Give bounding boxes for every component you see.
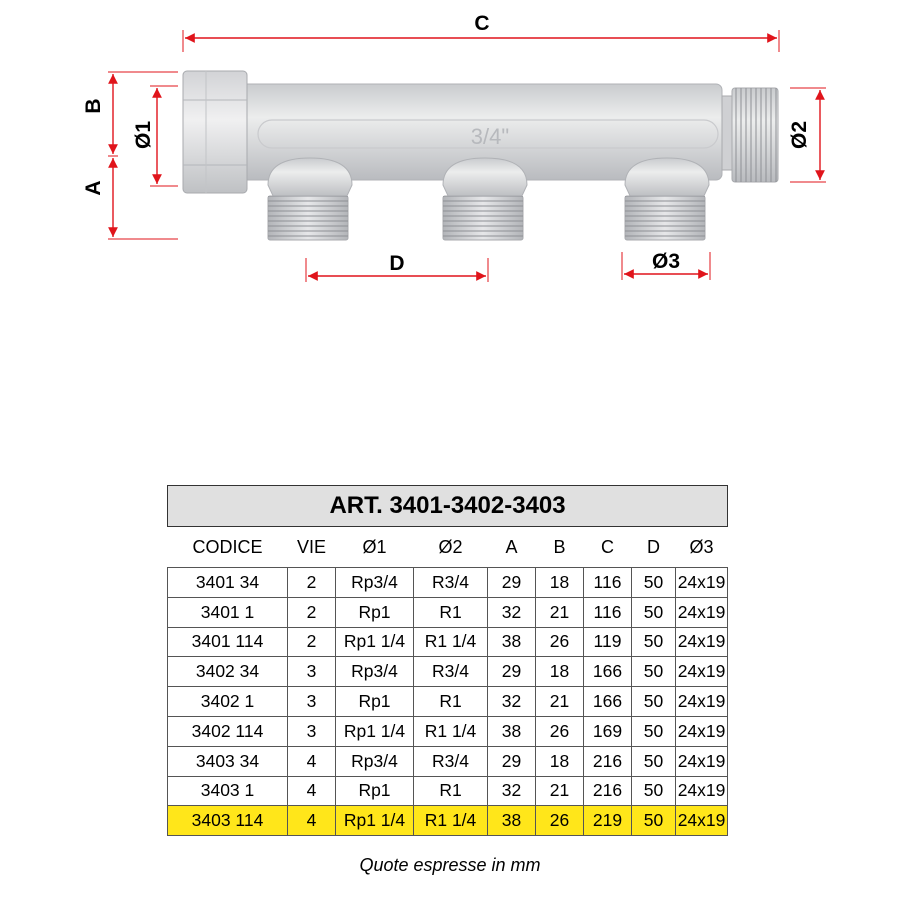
table-row xyxy=(168,568,728,598)
table-cell: R3/4 xyxy=(414,746,488,776)
table-cell: 24x19 xyxy=(676,687,728,717)
table-cell: 216 xyxy=(584,776,632,806)
table-cell: 50 xyxy=(632,627,676,657)
table-cell: R1 1/4 xyxy=(414,716,488,746)
table-row xyxy=(168,627,728,657)
dimension-b-label: B xyxy=(82,98,105,114)
table-cell: 116 xyxy=(584,568,632,598)
table-cell: 21 xyxy=(536,687,584,717)
table-cell: 3 xyxy=(288,716,336,746)
table-cell: 26 xyxy=(536,716,584,746)
table-cell: 50 xyxy=(632,746,676,776)
table-cell: R1 xyxy=(414,776,488,806)
dimension-d xyxy=(306,252,488,282)
table-cell: 3402 114 xyxy=(168,716,288,746)
dimension-c xyxy=(183,12,779,52)
table-cell: Rp1 1/4 xyxy=(336,716,414,746)
table-cell: 3402 1 xyxy=(168,687,288,717)
specification-table xyxy=(167,485,728,836)
units-note: Quote espresse in mm xyxy=(359,855,541,875)
table-cell: 18 xyxy=(536,568,584,598)
dimension-c-label: C xyxy=(474,12,490,35)
table-cell: 119 xyxy=(584,627,632,657)
column-header: B xyxy=(553,536,566,557)
table-cell: 38 xyxy=(488,627,536,657)
table-cell: 50 xyxy=(632,687,676,717)
column-header: VIE xyxy=(296,536,326,557)
table-cell: Rp1 xyxy=(336,597,414,627)
table-body xyxy=(168,568,728,836)
table-cell: 18 xyxy=(536,657,584,687)
table-cell: R3/4 xyxy=(414,657,488,687)
column-header: D xyxy=(647,536,660,557)
table-cell: 18 xyxy=(536,746,584,776)
table-cell: 3 xyxy=(288,687,336,717)
table-cell: 24x19 xyxy=(676,746,728,776)
table-cell: 3401 34 xyxy=(168,568,288,598)
dimension-d-label: D xyxy=(389,252,405,275)
table-row xyxy=(168,687,728,717)
table-cell: 50 xyxy=(632,806,676,836)
table-cell: 3401 114 xyxy=(168,627,288,657)
table-cell: 21 xyxy=(536,776,584,806)
table-cell: 24x19 xyxy=(676,627,728,657)
table-cell: 29 xyxy=(488,657,536,687)
table-row xyxy=(168,597,728,627)
table-row xyxy=(168,746,728,776)
table-cell: 169 xyxy=(584,716,632,746)
outlet-3 xyxy=(625,158,709,240)
table-cell: 24x19 xyxy=(676,657,728,687)
table-cell: 166 xyxy=(584,687,632,717)
table-row-highlighted xyxy=(168,806,728,836)
table-cell: Rp3/4 xyxy=(336,568,414,598)
column-header: Ø2 xyxy=(438,536,463,557)
column-header: A xyxy=(505,536,518,557)
table-cell: Rp1 1/4 xyxy=(336,806,414,836)
table-cell: 50 xyxy=(632,597,676,627)
table-cell: R1 1/4 xyxy=(414,806,488,836)
table-cell: 3 xyxy=(288,657,336,687)
table-cell: 50 xyxy=(632,657,676,687)
male-thread-end xyxy=(722,88,778,182)
table-cell: R1 xyxy=(414,597,488,627)
table-cell: 2 xyxy=(288,627,336,657)
table-cell: R1 xyxy=(414,687,488,717)
table-cell: 219 xyxy=(584,806,632,836)
table-cell: 2 xyxy=(288,597,336,627)
table-cell: 24x19 xyxy=(676,716,728,746)
table-cell: 32 xyxy=(488,687,536,717)
table-cell: 3403 34 xyxy=(168,746,288,776)
table-cell: 2 xyxy=(288,568,336,598)
table-cell: 3402 34 xyxy=(168,657,288,687)
table-header-row xyxy=(168,527,728,568)
table-row xyxy=(168,716,728,746)
table-cell: Rp3/4 xyxy=(336,746,414,776)
dimension-d2 xyxy=(788,88,826,182)
engraving-text: 3/4" xyxy=(470,124,510,149)
dimension-a xyxy=(82,158,178,239)
table-cell: 21 xyxy=(536,597,584,627)
dimension-d3 xyxy=(622,250,710,280)
outlet-1 xyxy=(268,158,352,240)
table-row xyxy=(168,657,728,687)
table-cell: 4 xyxy=(288,776,336,806)
table-cell: 50 xyxy=(632,776,676,806)
table-cell: 24x19 xyxy=(676,597,728,627)
table-cell: 24x19 xyxy=(676,806,728,836)
table-cell: 4 xyxy=(288,806,336,836)
table-cell: 38 xyxy=(488,806,536,836)
table-cell: Rp1 xyxy=(336,776,414,806)
dimension-d3-label: Ø3 xyxy=(651,250,681,273)
dimension-d2-label: Ø2 xyxy=(788,120,811,150)
table-cell: 24x19 xyxy=(676,568,728,598)
table-cell: 50 xyxy=(632,716,676,746)
dimension-a-label: A xyxy=(82,180,105,196)
table-cell: 24x19 xyxy=(676,776,728,806)
table-cell: 4 xyxy=(288,746,336,776)
table-cell: R3/4 xyxy=(414,568,488,598)
table-cell: 26 xyxy=(536,806,584,836)
dimension-d1 xyxy=(132,86,178,186)
column-header: C xyxy=(601,536,614,557)
column-header: Ø3 xyxy=(689,536,714,557)
table-title: ART. 3401-3402-3403 xyxy=(168,486,728,527)
table-cell: 32 xyxy=(488,597,536,627)
table-cell: 3403 114 xyxy=(168,806,288,836)
table-cell: R1 1/4 xyxy=(414,627,488,657)
column-header: CODICE xyxy=(192,536,263,557)
table-cell: 3403 1 xyxy=(168,776,288,806)
outlet-2 xyxy=(443,158,527,240)
hex-nut xyxy=(183,71,247,193)
table-cell: 32 xyxy=(488,776,536,806)
table-cell: Rp1 xyxy=(336,687,414,717)
table-cell: 50 xyxy=(632,568,676,598)
table-cell: 3401 1 xyxy=(168,597,288,627)
table-cell: 166 xyxy=(584,657,632,687)
table-cell: Rp1 1/4 xyxy=(336,627,414,657)
table-cell: 29 xyxy=(488,746,536,776)
table-cell: 38 xyxy=(488,716,536,746)
dimension-d1-label: Ø1 xyxy=(132,120,155,150)
table-cell: 29 xyxy=(488,568,536,598)
table-cell: 26 xyxy=(536,627,584,657)
column-header: Ø1 xyxy=(362,536,387,557)
table-cell: 216 xyxy=(584,746,632,776)
dimension-b xyxy=(82,72,178,156)
table-row xyxy=(168,776,728,806)
table-cell: Rp3/4 xyxy=(336,657,414,687)
manifold-technical-drawing xyxy=(0,0,900,300)
table-cell: 116 xyxy=(584,597,632,627)
